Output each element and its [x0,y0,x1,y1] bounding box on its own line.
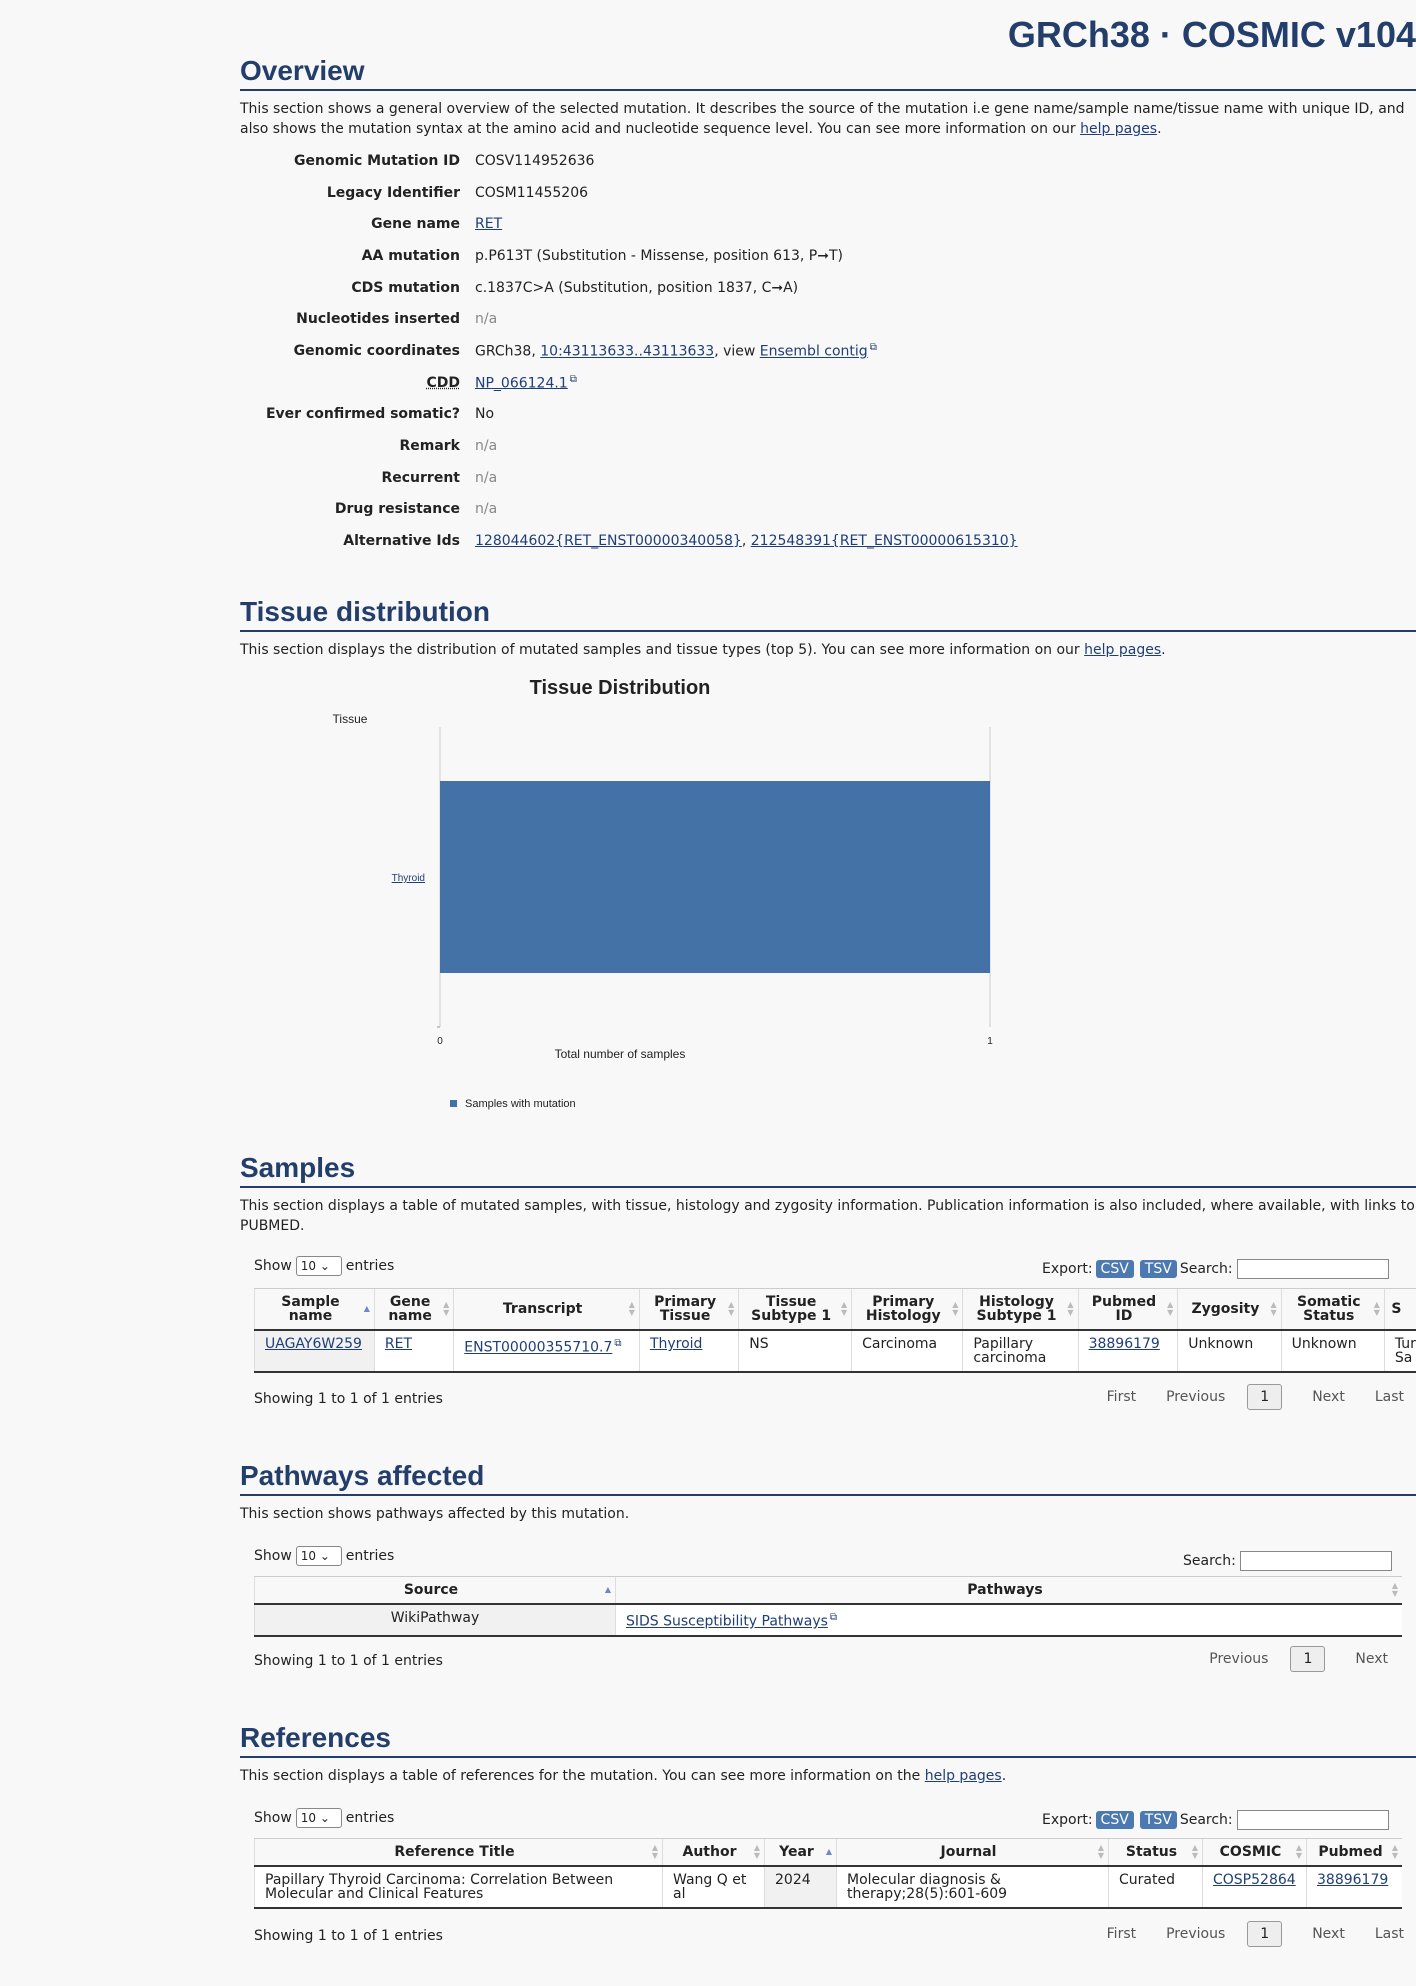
pathways-section [240,1460,1416,1524]
field-label: Ever confirmed somatic? [265,406,460,423]
pagination-next[interactable]: Next [1312,1389,1345,1405]
column-header[interactable]: Histology Subtype 1 ▲ ▼ [963,1289,1078,1331]
samples-section [240,1152,1416,1236]
column-header[interactable]: Source ▲ [255,1577,616,1605]
pathways-table [254,1576,1402,1637]
pubmed-link[interactable]: 38896179 [1317,1872,1389,1888]
overview-section [240,55,1416,139]
alternative-id-link[interactable]: 212548391{RET_ENST00000615310} [750,533,1018,550]
tissue-link[interactable]: Thyroid [649,1336,703,1352]
cosmic-link[interactable]: COSP52864 [1213,1872,1296,1888]
external-link-icon: ⧉ [829,1612,838,1623]
pagination-previous[interactable]: Previous [1209,1651,1269,1667]
x-axis-label: Total number of samples [554,1047,686,1061]
references-table [254,1838,1402,1909]
y-axis-label: Tissue [332,712,368,726]
ever-confirmed-value: No [475,406,495,423]
pagination-previous[interactable]: Previous [1166,1389,1226,1405]
histology-subtype-cell: Papillary carcinoma [963,1330,1078,1372]
status-cell: Curated [1109,1866,1203,1908]
genomic-coordinates-value: GRCh38, 10:43113633..43113633, view Ensembl contig ⧉ [475,342,877,360]
help-pages-link[interactable]: help pages [1084,642,1162,658]
samples-length-control: Show 10 ⌄ entries [254,1258,395,1274]
field-label: Gene name [371,216,460,233]
legend-label: Samples with mutation [465,1098,576,1110]
csv-export-button[interactable]: CSV [1096,1260,1134,1278]
pubmed-link[interactable]: 38896179 [1088,1336,1160,1352]
truncated-cell: Tur Sa [1384,1330,1416,1372]
samples-export-search: Export: CSV TSV Search: [1042,1259,1389,1279]
gene-link[interactable]: RET [384,1336,413,1352]
source-cell: WikiPathway [255,1604,616,1636]
pagination-last[interactable]: Last [1374,1926,1404,1942]
references-length-control: Show 10 ⌄ entries [254,1810,395,1826]
table-row [255,1866,1403,1908]
table-row [255,1330,1416,1372]
pathways-pagination [1179,1646,1388,1672]
csv-export-button[interactable]: CSV [1096,1811,1134,1829]
external-link-icon: ⧉ [614,1338,622,1349]
field-label: Remark [399,438,460,455]
pagination-next[interactable]: Next [1312,1926,1345,1942]
pagination-current-page[interactable]: 1 [1290,1646,1325,1672]
samples-description: This section displays a table of mutated samples, with tissue, histology and zygosity information. Publication information is also included, where available, with links to PUBMED. [240,1198,1415,1234]
pathways-description: This section shows pathways affected by this mutation. [240,1506,630,1522]
remark-value: n/a [475,438,498,455]
field-label: Drug resistance [334,501,460,518]
pagination-next[interactable]: Next [1355,1651,1388,1667]
pathways-search-input[interactable] [1240,1551,1392,1571]
recurrent-value: n/a [475,469,498,486]
samples-pagination [1077,1384,1404,1410]
column-header[interactable]: Pathways ▲ ▼ [616,1577,1403,1605]
pagination-current-page[interactable]: 1 [1247,1384,1282,1410]
column-header[interactable]: Pubmed ▲ ▼ [1307,1839,1403,1867]
references-page-size-select[interactable]: 10 ⌄ [296,1808,342,1828]
samples-table [254,1288,1416,1373]
x-tick-label: 0 [437,1036,443,1047]
column-header[interactable]: Zygosity ▲ ▼ [1178,1289,1281,1331]
gene-name-link[interactable]: RET [475,216,503,233]
pagination-last[interactable]: Last [1374,1389,1404,1405]
reference-title-cell: Papillary Thyroid Carcinoma: Correlation Between Molecular and Clinical Features [255,1866,663,1908]
external-link-icon: ⧉ [869,342,877,354]
histology-cell: Carcinoma [852,1330,963,1372]
table-row [255,1604,1403,1636]
references-section [240,1722,1416,1786]
legend-swatch [450,1100,457,1107]
pathways-page-size-select[interactable]: 10 ⌄ [296,1546,342,1566]
column-header[interactable]: COSMIC ▲ ▼ [1203,1839,1307,1867]
legacy-identifier-value: COSM11455206 [475,184,589,201]
pagination-previous[interactable]: Previous [1166,1926,1226,1942]
column-header[interactable]: Somatic Status ▲ ▼ [1281,1289,1384,1331]
column-header[interactable]: Transcript ▲ ▼ [454,1289,640,1331]
ensembl-contig-link[interactable]: Ensembl contig [759,343,868,360]
pathways-info: Showing 1 to 1 of 1 entries [254,1653,443,1669]
pagination-current-page[interactable]: 1 [1247,1921,1282,1947]
column-header[interactable]: Sample name ▲ [255,1289,375,1331]
pathway-link[interactable]: SIDS Susceptibility Pathways [626,1613,828,1630]
column-header[interactable]: Reference Title ▲ ▼ [255,1839,663,1867]
column-header[interactable]: Gene name ▲ ▼ [374,1289,453,1331]
pathways-search: Search: [1183,1551,1392,1571]
column-header[interactable]: Author ▲ ▼ [663,1839,765,1867]
tsv-export-button[interactable]: TSV [1140,1260,1177,1278]
field-label: Genomic coordinates [293,342,460,359]
field-label: CDD [426,374,460,391]
samples-page-size-select[interactable]: 10 ⌄ [296,1256,342,1276]
page-header-title: GRCh38 · COSMIC v104 [1007,14,1416,55]
overview-description: This section shows a general overview of the selected mutation. It describes the source of the mutation i.e gene name/sample name/tissue name with unique ID, and also shows the mutation syntax at the amino acid and nucleotide sequence level. You can see more information on our help pages. [240,101,1405,137]
nucleotides-inserted-value: n/a [475,311,498,328]
column-header[interactable]: Journal ▲ ▼ [837,1839,1109,1867]
alternative-id-link[interactable]: 128044602{RET_ENST00000340058} [475,533,742,550]
tissue-section [240,596,1416,660]
samples-search-input[interactable] [1237,1259,1389,1279]
samples-title: Samples [240,1152,1416,1188]
field-label: CDS mutation [351,279,460,296]
category-label[interactable]: Thyroid [391,873,425,884]
tissue-title: Tissue distribution [240,596,1416,632]
tissue-subtype-cell: NS [739,1330,852,1372]
coordinates-link[interactable]: 10:43113633..43113633 [540,343,715,360]
references-pagination [1077,1921,1404,1947]
pagination-first[interactable]: First [1106,1389,1137,1405]
overview-title: Overview [240,55,1416,91]
external-link-icon: ⧉ [569,373,577,385]
references-title: References [240,1722,1416,1758]
chart-title: Tissue Distribution [529,677,711,699]
column-header[interactable]: Tissue Subtype 1 ▲ ▼ [739,1289,852,1331]
pathways-title: Pathways affected [240,1460,1416,1496]
somatic-status-cell: Unknown [1281,1330,1384,1372]
cds-mutation-value: c.1837C>A (Substitution, position 1837, C➞A) [475,279,799,296]
year-cell: 2024 [765,1866,837,1908]
field-label: AA mutation [361,247,460,264]
pathways-length-control: Show 10 ⌄ entries [254,1548,395,1564]
bar [440,781,990,973]
tsv-export-button[interactable]: TSV [1140,1811,1177,1829]
zygosity-cell: Unknown [1178,1330,1281,1372]
column-header[interactable]: Pubmed ID ▲ ▼ [1078,1289,1178,1331]
column-header[interactable]: Primary Tissue ▲ ▼ [639,1289,738,1331]
column-header[interactable]: Status ▲ ▼ [1109,1839,1203,1867]
pagination-first[interactable]: First [1106,1926,1137,1942]
field-label: Legacy Identifier [326,184,460,201]
cdd-link[interactable]: NP_066124.1 [475,375,568,392]
journal-cell: Molecular diagnosis & therapy;28(5):601-609 [837,1866,1109,1908]
tissue-distribution-chart [240,665,1000,1125]
overview-table: Genomic Mutation ID COSV114952636 Legacy Identifier COSM11455206 Gene name RET AA mutation p.P613T (Substitution - Missense, position 613, P➞T) CDS mutation c.1837C>A (Substitution, position 1837, C➞A) Nucleotides inserted n/a Genomic coordinates GRCh38, 10:43113633..43113633, view Ensembl contig ⧉ CDD NP_066124.1 ⧉ Ever confirmed somatic? No Remark n/a Recurrent n/a Drug resistance n/a Alternative Ids 128044602{RET_ENST00000340058}, 212548391{RET_ENST00000615310} [240,145,1018,557]
column-header[interactable]: Primary Histology ▲ ▼ [852,1289,963,1331]
field-label: Genomic Mutation ID [294,152,460,169]
field-label: Alternative Ids [343,533,460,550]
tissue-description: This section displays the distribution of mutated samples and tissue types (top 5). You can see more information on our help pages. [240,642,1166,658]
references-export-search: Export: CSV TSV Search: [1042,1810,1389,1830]
aa-mutation-value: p.P613T (Substitution - Missense, position 613, P➞T) [475,247,843,264]
references-search-input[interactable] [1237,1810,1389,1830]
column-header[interactable]: Year ▲ [765,1839,837,1867]
column-header[interactable]: S [1384,1289,1416,1331]
genomic-mutation-id-value: COSV114952636 [475,152,595,169]
sample-name-link[interactable]: UAGAY6W259 [265,1336,362,1352]
author-cell: Wang Q et al [663,1866,765,1908]
references-info: Showing 1 to 1 of 1 entries [254,1928,443,1944]
help-pages-link[interactable]: help pages [1080,121,1158,137]
samples-info: Showing 1 to 1 of 1 entries [254,1391,443,1407]
transcript-link[interactable]: ENST00000355710.7 [464,1339,613,1356]
help-pages-link[interactable]: help pages [924,1768,1002,1784]
field-label: Recurrent [381,469,460,486]
x-tick-label: 1 [987,1036,993,1047]
drug-resistance-value: n/a [475,501,498,518]
field-label: Nucleotides inserted [296,311,460,328]
references-description: This section displays a table of references for the mutation. You can see more information on the help pages. [240,1768,1007,1784]
